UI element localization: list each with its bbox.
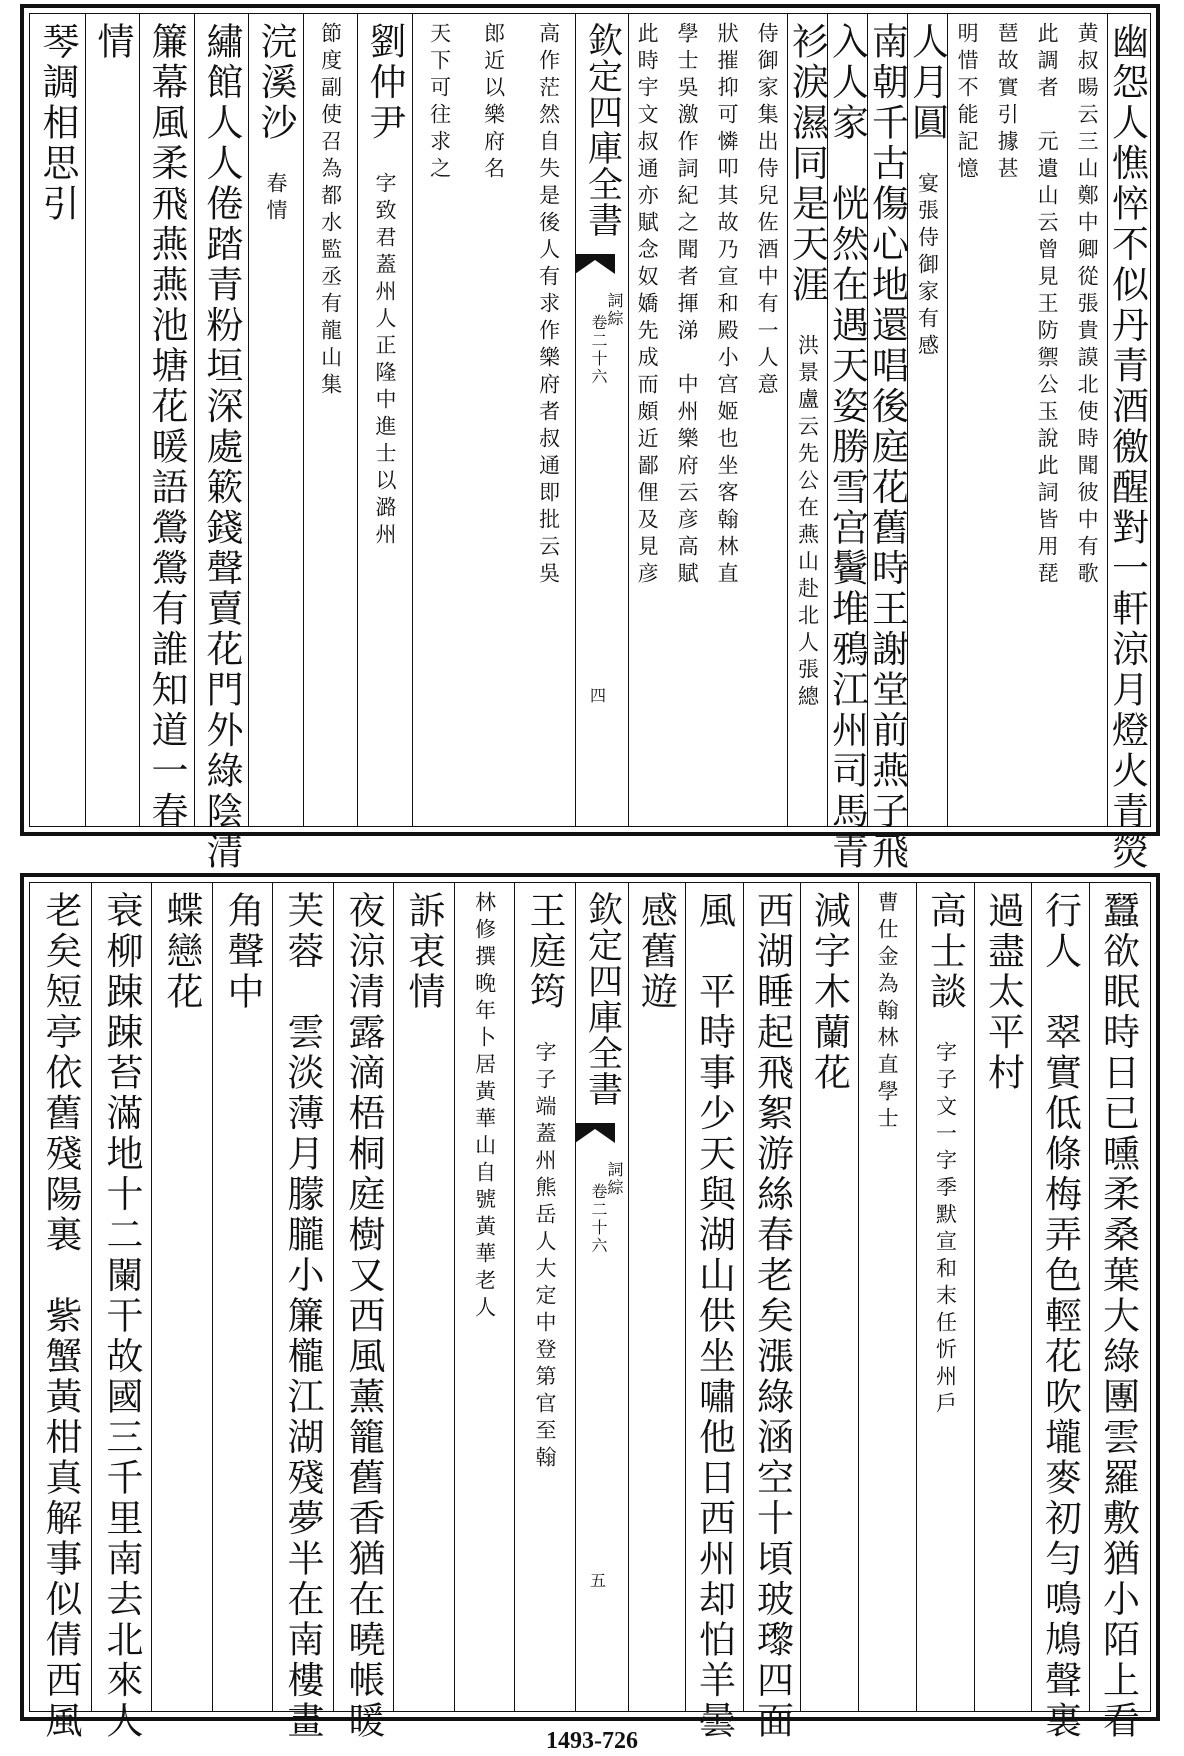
lower-page-volume-name: 詞綜: [605, 1161, 624, 1197]
page1-text-column: [987, 22, 1027, 818]
column-annotation-text: 春情: [264, 171, 288, 226]
page2-text-column: [743, 891, 801, 1742]
upper-page-book-title: 欽定四庫全書: [582, 22, 623, 238]
page1-text-column: [357, 22, 412, 818]
page2-text-column: [974, 891, 1032, 1703]
column-main-text: 王庭筠: [523, 891, 566, 1013]
column-main-text: 西湖睡起飛絮游絲春老矣漲綠涵空十頃玻瓈四面: [750, 891, 794, 1742]
column-main-text: 狀摧抑可憐叩其故乃宣和殿小宫姬也坐客翰林直: [715, 22, 740, 589]
page2-text-column: [91, 891, 152, 1742]
page1-text-column: [30, 22, 85, 818]
page2-text-column: [1089, 891, 1147, 1742]
column-main-text: 衰柳踈踈苔滿地十二闌干故國三千里南去北來人: [100, 891, 143, 1742]
column-divider: [91, 883, 92, 1711]
column-annotation-text: 洪景盧云先公在燕山赴北人張總: [795, 333, 820, 712]
page-footer-number: 1493-726: [546, 1728, 638, 1754]
page1-text-column: [1067, 22, 1107, 818]
page2-text-column: [916, 891, 974, 1703]
column-divider: [85, 14, 86, 826]
fish-tail-mark-icon: [575, 1119, 615, 1147]
column-divider: [685, 883, 686, 1711]
column-main-text: 明惜不能記憶: [955, 22, 980, 184]
page1-text-column: [1105, 22, 1149, 873]
lower-page-center-fold: [575, 883, 629, 1711]
page1-text-column: [85, 22, 140, 818]
column-main-text: 高作茫然自失是後人有求作樂府者叔通即批云吳: [536, 22, 561, 589]
column-divider: [454, 883, 455, 1711]
column-divider: [412, 14, 413, 826]
page2-text-column: [1031, 891, 1089, 1742]
page1-text-column: [747, 22, 787, 818]
column-annotation-text: 字子端蓋州熊岳人大定中登第官至翰: [533, 1040, 557, 1473]
upper-page-text-block: [29, 13, 1151, 873]
page2-text-column: [627, 891, 685, 1703]
page1-text-column: [627, 22, 667, 818]
column-divider: [1089, 883, 1090, 1711]
column-divider: [333, 883, 334, 1711]
page2-text-column: [454, 891, 515, 1703]
column-divider: [858, 883, 859, 1711]
page2-text-column: [858, 891, 916, 1703]
column-divider: [974, 883, 975, 1711]
column-main-text: 入人家 恍然在遇天姿勝雪宫鬢堆鴉江州司馬青: [825, 22, 869, 873]
page1-text-column: [466, 22, 521, 818]
page2-text-column: [393, 891, 454, 1703]
column-main-text: 天下可往求之: [427, 22, 452, 184]
column-main-text: 夜涼清露滴梧桐庭樹又西風薰籠舊香猶在曉帳暖: [342, 891, 385, 1742]
page2-text-column: [333, 891, 394, 1742]
page1-text-column: [787, 22, 827, 818]
column-main-text: 蝶戀花: [160, 891, 203, 1013]
page2-text-column: [514, 891, 575, 1703]
column-divider: [743, 883, 744, 1711]
page2-text-column: [272, 891, 333, 1742]
column-divider: [194, 14, 195, 826]
column-main-text: 減字木蘭花: [807, 891, 851, 1094]
column-main-text: 簾幕風柔飛燕燕池塘花暖語鶯鶯有誰知道一春: [145, 22, 188, 832]
upper-page-number: 四: [590, 686, 607, 705]
lower-page-volume-number: 卷二十六: [589, 1183, 608, 1255]
page2-text-column: [800, 891, 858, 1703]
lower-page-number: 五: [590, 1571, 607, 1590]
column-main-text: 衫淚濕同是天涯: [785, 22, 829, 306]
column-main-text: 琶故實引據甚: [995, 22, 1020, 184]
column-main-text: 南朝千古傷心地還唱後庭花舊時王謝堂前燕子飛: [865, 22, 909, 873]
column-main-text: 曹仕金為翰林直學士: [875, 891, 900, 1134]
page1-text-column: [907, 22, 947, 818]
column-divider: [916, 883, 917, 1711]
upper-page-frame: [20, 4, 1160, 873]
column-main-text: 蠶欲眠時日已曛柔桑葉大綠團雲羅敷猶小陌上看: [1096, 891, 1140, 1742]
page2-text-column: [151, 891, 212, 1703]
column-main-text: 風 平時事少天與湖山供坐嘯他日西州却怕羊曇: [692, 891, 736, 1742]
page1-text-column: [667, 22, 707, 818]
column-main-text: 老矣短亭依舊殘陽裏 紫蟹黃柑真解事似倩西風: [39, 891, 82, 1742]
column-main-text: 人月圓: [905, 22, 949, 144]
page1-text-column: [139, 22, 194, 832]
page2-text-column: [685, 891, 743, 1742]
column-main-text: 劉仲尹: [363, 22, 406, 144]
page2-text-column: [30, 891, 91, 1742]
column-annotation-text: 宴張侍御家有感: [915, 171, 940, 361]
column-main-text: 林修撰晚年卜居黃華山自號黃華老人: [472, 891, 497, 1323]
column-main-text: 琴調相思引: [36, 22, 79, 225]
column-annotation-text: 字致君蓋州人正隆中進士以潞州: [373, 171, 397, 550]
lower-page-book-title: 欽定四庫全書: [582, 891, 623, 1107]
upper-page-center-fold: [575, 14, 629, 826]
page1-text-column: [194, 22, 249, 873]
upper-page-volume-name: 詞綜: [605, 292, 624, 328]
page1-text-column: [412, 22, 467, 818]
column-main-text: 郎近以樂府名: [481, 22, 506, 184]
column-main-text: 高士談: [923, 891, 967, 1013]
column-main-text: 情: [91, 22, 134, 63]
page1-text-column: [947, 22, 987, 818]
column-main-text: 此調者 元遺山云曾見王防禦公玉說此詞皆用琵: [1035, 22, 1060, 589]
column-divider: [303, 14, 304, 826]
page1-text-column: [521, 22, 576, 818]
column-main-text: 黄叔暘云三山鄭中卿從張貴謨北使時聞彼中有歌: [1075, 22, 1100, 589]
page1-text-column: [303, 22, 358, 818]
column-divider: [212, 883, 213, 1711]
column-main-text: 浣溪沙: [254, 22, 297, 144]
page1-text-column: [1027, 22, 1067, 818]
page2-text-column: [212, 891, 273, 1703]
page1-text-column: [248, 22, 303, 818]
column-main-text: 侍御家集出侍兒佐酒中有一人意: [755, 22, 780, 400]
column-main-text: 芙蓉 雲淡薄月朦朧小簾櫳江湖殘夢半在南樓畫: [281, 891, 324, 1742]
column-main-text: 繡館人人倦踏青粉垣深處簌錢聲賣花門外綠陰清: [200, 22, 243, 873]
column-main-text: 學士吳激作詞紀之聞者揮涕 中州樂府云彦高賦: [675, 22, 700, 589]
column-divider: [787, 14, 788, 826]
column-divider: [1107, 14, 1108, 826]
column-main-text: 此時宇文叔通亦賦念奴嬌先成而頗近鄙俚及見彦: [635, 22, 660, 589]
column-main-text: 節度副使召為都水監丞有龍山集: [318, 22, 343, 400]
column-main-text: 角聲中: [221, 891, 264, 1013]
page1-text-column: [825, 22, 869, 873]
column-main-text: 訴衷情: [402, 891, 445, 1013]
column-annotation-text: 字子文一字季默宣和末任忻州戶: [933, 1040, 958, 1419]
column-main-text: 幽怨人憔悴不似丹青酒徼醒對一軒涼月燈火青熒: [1105, 22, 1149, 873]
page1-text-column: [865, 22, 909, 873]
column-main-text: 感舊遊: [634, 891, 678, 1013]
upper-page-volume-number: 卷二十六: [589, 314, 608, 386]
column-main-text: 過盡太平村: [981, 891, 1025, 1094]
page1-text-column: [707, 22, 747, 818]
column-main-text: 行人 翠實低條梅弄色輕花吹壠麥初勻鳴鳩聲裏: [1038, 891, 1082, 1742]
fish-tail-mark-icon: [575, 250, 615, 278]
